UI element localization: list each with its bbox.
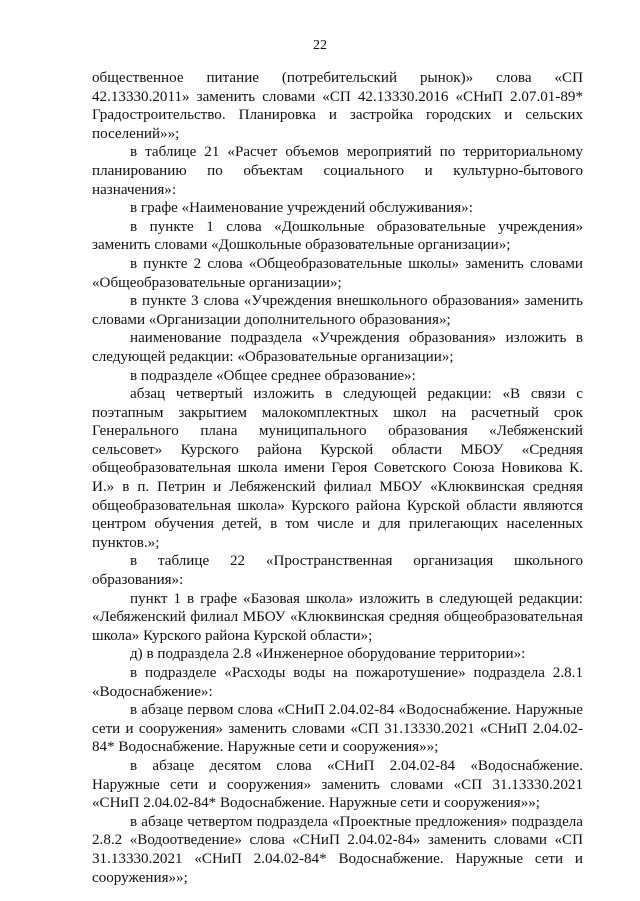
paragraph: в таблице 22 «Пространственная организация школьного образования»: [92, 553, 583, 589]
paragraph: пункт 1 в графе «Базовая школа» изложить в следующей редакции: «Лебяженский филиал МБОУ «Клюквинская средняя общеобразовательная школа» Курского района Курской области»; [92, 590, 583, 644]
paragraph: в абзаце первом слова «СНиП 2.04.02-84 «Водоснабжение. Наружные сети и сооружения» заменить словами «СП 31.13330.2021 «СНиП 2.04.02-84* Водоснабжение. Наружные сети и сооружения»»; [92, 702, 583, 756]
paragraph: в абзаце четвертом подраздела «Проектные предложения» подраздела 2.8.2 «Водоотведение» слова «СНиП 2.04.02-84» заменить словами «СП 31.13330.2021 «СНиП 2.04.02-84* Водоснабжение. Наружные сети и сооружения»»; [92, 813, 583, 886]
paragraph: в подразделе «Общее среднее образование»: [130, 367, 416, 384]
page-number: 22 [313, 38, 327, 53]
paragraph: в таблице 21 «Расчет объемов мероприятий по территориальному планированию по объектам социального и культурно-бытового назначения»: [92, 144, 583, 198]
paragraph: в графе «Наименование учреждений обслуживания»: [130, 200, 473, 217]
paragraph: общественное питание (потребительский рынок)» слова «СП 42.13330.2011» заменить словами «СП 42.13330.2016 «СНиП 2.07.01-89* Градостроительство. Планировка и застройка городских и сельских поселений»»; [92, 70, 583, 142]
paragraph: в пункте 1 слова «Дошкольные образовательные учреждения» заменить словами «Дошкольные образовательные организации»; [92, 218, 583, 254]
paragraph: абзац четвертый изложить в следующей редакции: «В связи с поэтапным закрытием малокомплектных школ на расчетный срок Генерального плана муниципального образования «Лебяженский сельсовет» Курского района Курской области МБОУ «Средняя общеобразовательная школа имени Героя Советского Союза Новикова К. И.» в п. Петрин и Лебяженский филиал МБОУ «Клюквинская средняя общеобразовательная школа» Курского района Курской области являются центром обучения детей, в том числе и для прилегающих населенных пунктов.»; [92, 386, 583, 551]
paragraph: в пункте 2 слова «Общеобразовательные школы» заменить словами «Общеобразовательные организации»; [92, 255, 583, 291]
paragraph: в подразделе «Расходы воды на пожаротушение» подраздела 2.8.1 «Водоснабжение»: [92, 665, 583, 700]
paragraph: в пункте 3 слова «Учреждения внешкольного образования» заменить словами «Организации дополнительного образования»; [92, 293, 583, 328]
paragraph: д) в подраздела 2.8 «Инженерное оборудование территории»: [130, 646, 526, 663]
paragraph: наименование подраздела «Учреждения образования» изложить в следующей редакции: «Образовательные организации»; [92, 330, 583, 365]
document-body [92, 69, 583, 887]
paragraph: в абзаце десятом слова «СНиП 2.04.02-84 «Водоснабжение. Наружные сети и сооружения» заменить словами «СП 31.13330.2021 «СНиП 2.04.02-84* Водоснабжение. Наружные сети и сооружения»»; [92, 757, 583, 812]
